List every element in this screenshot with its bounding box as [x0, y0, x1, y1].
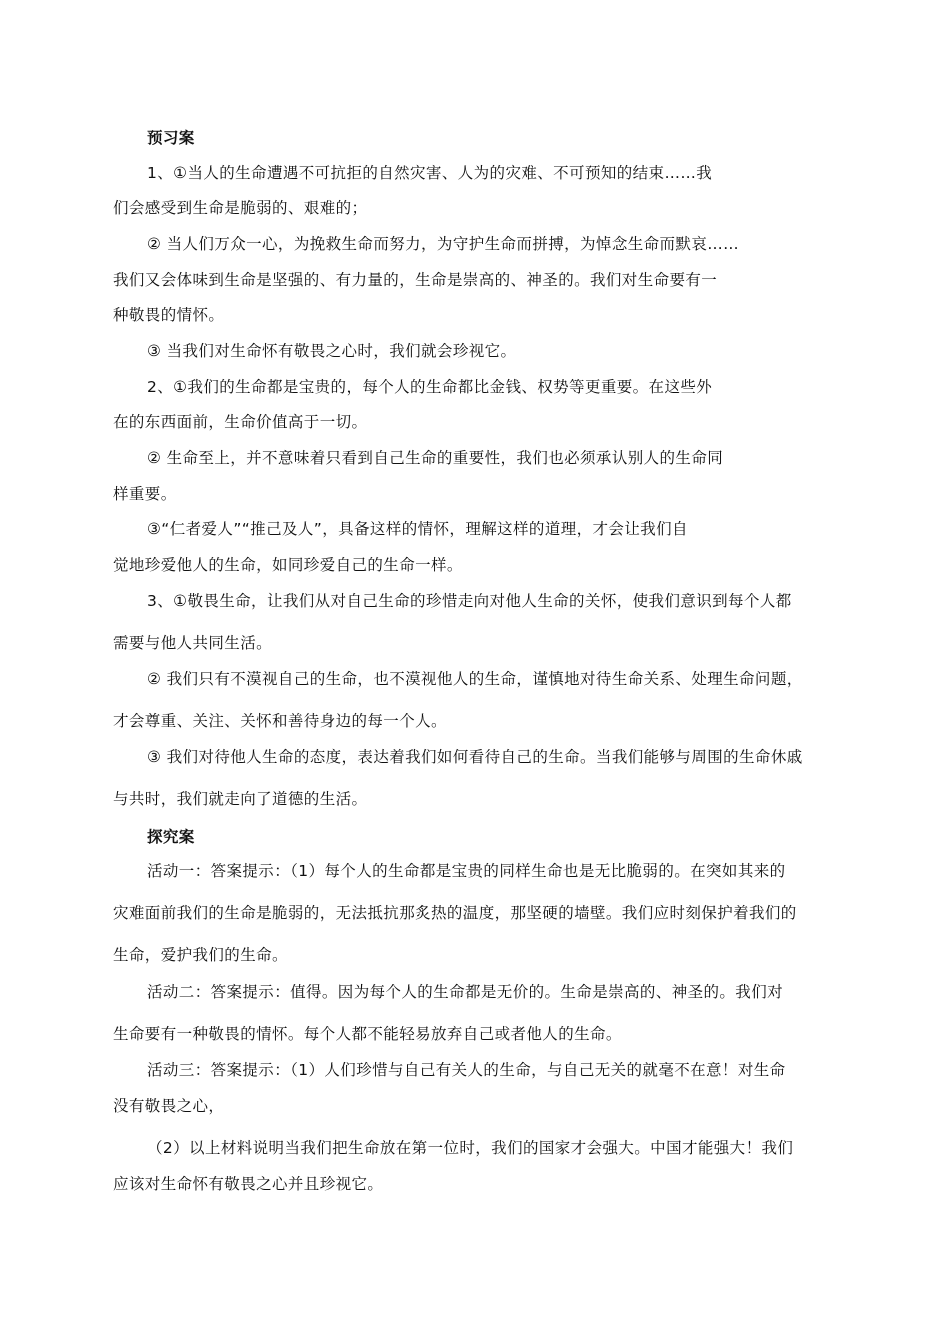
text-line: 活动二：答案提示：值得。因为每个人的生命都是无价的。生命是崇高的、神圣的。我们对: [147, 983, 784, 1001]
text-line: ② 生命至上，并不意味着只看到自己生命的重要性，我们也必须承认别人的生命同: [147, 449, 724, 467]
text-line: 样重要。: [113, 485, 177, 503]
text-line: ③ 我们对待他人生命的态度，表达着我们如何看待自己的生命。当我们能够与周围的生命休戚: [147, 748, 803, 766]
text-line: 与共时，我们就走向了道德的生活。: [113, 790, 368, 808]
text-line: 才会尊重、关注、关怀和善待身边的每一个人。: [113, 712, 447, 730]
text-line: ③“仁者爱人”“推己及人”，具备这样的情怀，理解这样的道理，才会让我们自: [147, 520, 688, 538]
text-line: ② 当人们万众一心，为挽救生命而努力，为守护生命而拼搏，为悼念生命而默哀……: [147, 235, 740, 253]
text-line: （2）以上材料说明当我们把生命放在第一位时，我们的国家才会强大。中国才能强大！我们: [147, 1139, 794, 1157]
text-line: 生命，爱护我们的生命。: [113, 946, 288, 964]
text-line: 活动一：答案提示：（1）每个人的生命都是宝贵的同样生命也是无比脆弱的。在突如其来的: [147, 862, 786, 880]
text-line: 应该对生命怀有敬畏之心并且珍视它。: [113, 1175, 384, 1193]
text-line: 们会感受到生命是脆弱的、艰难的；: [113, 199, 368, 217]
text-line: 1、①当人的生命遭遇不可抗拒的自然灾害、人为的灾难、不可预知的结束……我: [147, 164, 713, 182]
text-line: 灾难面前我们的生命是脆弱的，无法抵抗那炙热的温度，那坚硬的墙壁。我们应时刻保护着我们的: [113, 904, 797, 922]
text-line: 我们又会体味到生命是坚强的、有力量的，生命是崇高的、神圣的。我们对生命要有一: [113, 271, 718, 289]
text-line: 2、①我们的生命都是宝贵的，每个人的生命都比金钱、权势等更重要。在这些外: [147, 378, 713, 396]
text-line: ② 我们只有不漠视自己的生命，也不漠视他人的生命，谨慎地对待生命关系、处理生命问题，: [147, 670, 803, 688]
heading-explore: 探究案: [147, 828, 195, 846]
heading-preview: 预习案: [147, 129, 195, 147]
text-line: 在的东西面前，生命价值高于一切。: [113, 413, 368, 431]
text-line: 觉地珍爱他人的生命，如同珍爱自己的生命一样。: [113, 556, 463, 574]
text-line: 3、①敬畏生命，让我们从对自己生命的珍惜走向对他人生命的关怀，使我们意识到每个人都: [147, 592, 792, 610]
text-line: 生命要有一种敬畏的情怀。每个人都不能轻易放弃自己或者他人的生命。: [113, 1025, 622, 1043]
text-line: ③ 当我们对生命怀有敬畏之心时，我们就会珍视它。: [147, 342, 517, 360]
text-line: 没有敬畏之心，: [113, 1097, 225, 1115]
text-line: 种敬畏的情怀。: [113, 306, 225, 324]
text-line: 需要与他人共同生活。: [113, 634, 273, 652]
text-line: 活动三：答案提示：（1）人们珍惜与自己有关人的生命，与自己无关的就毫不在意！对生命: [147, 1061, 786, 1079]
